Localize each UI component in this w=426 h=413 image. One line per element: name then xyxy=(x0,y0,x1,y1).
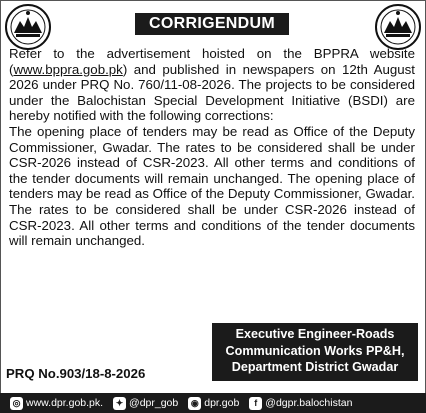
footer-facebook-text: @dgpr.balochistan xyxy=(265,397,353,409)
intro-text-start: Refer to the advertisement hoisted on the BPPRA website ( xyxy=(9,46,415,77)
contact-footer xyxy=(0,393,426,413)
signature-line-3: Department District Gwadar xyxy=(231,360,399,374)
balochistan-government-emblem-left xyxy=(4,3,52,51)
footer-twitter[interactable] xyxy=(113,397,178,410)
notice-body xyxy=(9,46,415,249)
signature-block xyxy=(212,323,418,381)
bppra-website-link[interactable]: www.bppra.gob.pk xyxy=(13,61,123,77)
twitter-icon: ✦ xyxy=(113,397,126,410)
footer-instagram-text: dpr.gob xyxy=(204,397,240,409)
correction-paragraph: The opening place of tenders may be read as Office of the Deputy Commissioner, Gwadar. The rates to be considered shall be under CSR-2026 instead of CSR-2023. All other terms and conditions of the tender documents will remain unchanged. The opening place of tenders may be read as Office of the Deputy Commissioner, Gwadar. The rates to be considered shall be under CSR-2026 instead of CSR-2023. All other terms and conditions of the tender documents will remain unchanged. xyxy=(9,123,415,249)
footer-facebook[interactable] xyxy=(249,397,352,410)
footer-twitter-text: @dpr_gob xyxy=(129,397,179,409)
intro-text-end: ) and published in newspapers on 12th August 2026 under PRQ No. 760/11-08-2026. The projects to be considered under the Balochistan Special Development Initiative (BSDI) are hereby notified with the following corrections: xyxy=(9,61,415,124)
facebook-icon: f xyxy=(249,397,262,410)
footer-website[interactable] xyxy=(10,397,103,410)
footer-instagram[interactable] xyxy=(188,397,239,410)
instagram-icon: ◉ xyxy=(188,397,201,410)
signature-line-2: Communication Works PP&H, xyxy=(225,343,405,358)
notice-title: CORRIGENDUM xyxy=(135,13,289,35)
balochistan-government-emblem-right xyxy=(374,3,422,51)
globe-icon: ◎ xyxy=(10,397,23,410)
footer-website-text: www.dpr.gob.pk. xyxy=(26,397,104,409)
signature-line-1: Executive Engineer-Roads xyxy=(235,327,395,341)
prq-number: PRQ No.903/18-8-2026 xyxy=(6,366,146,381)
intro-paragraph xyxy=(9,46,415,124)
